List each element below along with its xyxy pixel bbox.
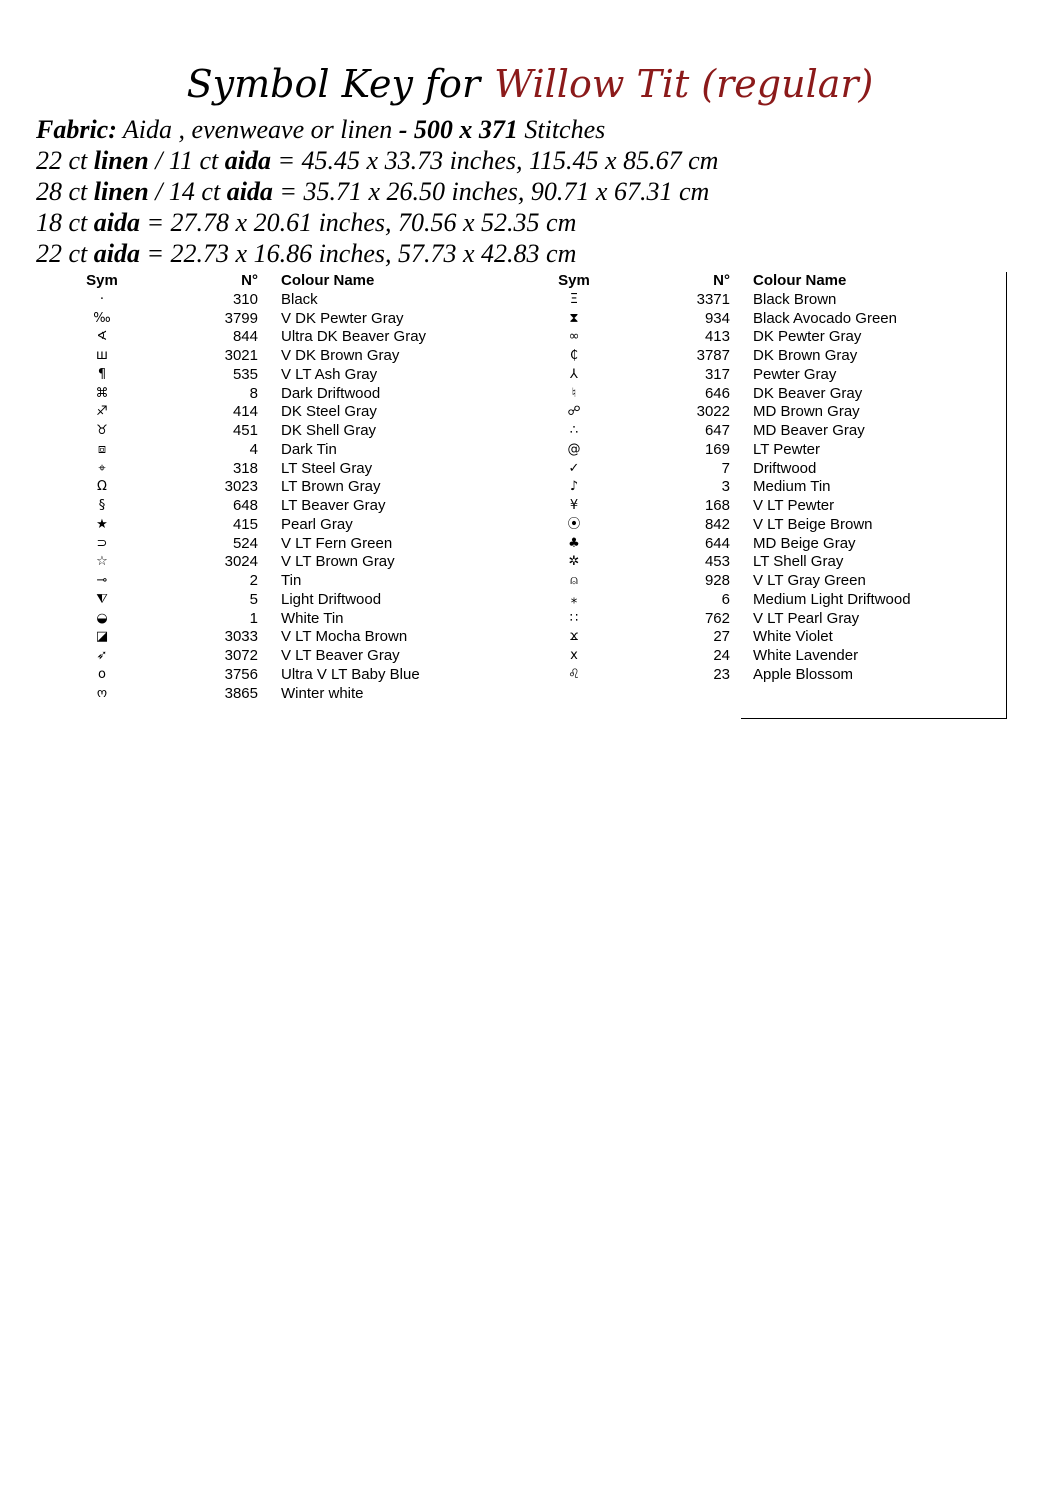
symbol-glyph: ◪ [95, 629, 109, 645]
dimensions: = 27.78 x 20.61 inches, 70.56 x 52.35 cm [140, 208, 577, 237]
colour-name: Pearl Gray [281, 515, 353, 533]
floss-number: 844 [232, 328, 258, 346]
colour-name: V LT Pearl Gray [753, 609, 860, 627]
stitch-word: Stitches [517, 115, 606, 144]
table-row [532, 591, 952, 610]
floss-number: 928 [704, 572, 730, 589]
floss-number: 3023 [224, 478, 258, 496]
floss-number: 413 [704, 328, 730, 346]
symbol-glyph: ♉ [96, 423, 108, 438]
symbol-table-right [532, 272, 952, 685]
floss-number: 762 [704, 609, 730, 627]
colour-name: DK Shell Gray [281, 422, 377, 439]
symbol-glyph: ⌖ [98, 460, 106, 476]
colour-name: DK Brown Gray [753, 347, 858, 364]
table-row [532, 666, 952, 685]
size-line-1 [36, 145, 1036, 176]
table-row [60, 591, 470, 610]
table-row [60, 478, 470, 497]
symbol-glyph: · [99, 291, 105, 307]
table-row [532, 628, 952, 647]
size-line-4 [36, 238, 1036, 269]
colour-name: LT Brown Gray [281, 478, 381, 496]
colour-name: V LT Fern Green [281, 534, 393, 552]
fabric-label: Fabric: [36, 115, 117, 144]
floss-number: 644 [704, 534, 730, 552]
table-row [60, 328, 470, 347]
table-row [60, 385, 470, 404]
dimensions: = 45.45 x 33.73 inches, 115.45 x 85.67 cm [270, 146, 719, 175]
table-row [60, 460, 470, 479]
colour-name: MD Brown Gray [753, 403, 860, 421]
floss-number: 647 [704, 422, 730, 439]
table-row [532, 516, 952, 535]
colour-name: V LT Pewter [753, 497, 835, 514]
floss-number: 8 [249, 384, 258, 402]
floss-number: 524 [232, 534, 258, 552]
colour-name: Dark Driftwood [281, 384, 381, 402]
floss-number: 535 [232, 365, 258, 383]
symbol-glyph: ⧈ [97, 441, 107, 457]
table-row [60, 535, 470, 554]
floss-number: 168 [704, 497, 730, 514]
symbol-glyph: ⊸ [96, 573, 108, 588]
table-row [60, 403, 470, 422]
fabric-type: aida [93, 208, 140, 237]
table-row [60, 366, 470, 385]
floss-number: 3787 [696, 347, 730, 364]
floss-number: 1 [249, 609, 258, 627]
table-row [60, 553, 470, 572]
table-row [60, 310, 470, 329]
colour-name: LT Beaver Gray [281, 497, 386, 514]
floss-number: 451 [232, 422, 258, 439]
floss-number: 3022 [696, 403, 730, 421]
colour-name: Medium Tin [753, 478, 831, 496]
symbol-glyph: ✓ [568, 460, 580, 476]
floss-number: 648 [232, 497, 258, 514]
colour-name: White Tin [281, 609, 344, 627]
fabric-line [36, 114, 1036, 145]
symbol-glyph: ⁎ [570, 591, 578, 607]
fabric-type: aida [224, 146, 271, 175]
floss-number: 6 [721, 590, 730, 608]
table-row [60, 291, 470, 310]
header-colour-name: Colour Name [281, 272, 375, 289]
floss-number: 3865 [224, 684, 258, 702]
table-border-right [1006, 272, 1007, 718]
table-row [532, 291, 952, 310]
table-row [60, 666, 470, 685]
table-row [532, 535, 952, 554]
colour-name: White Violet [753, 628, 833, 646]
symbol-glyph: ⦿ [567, 516, 581, 532]
count: 22 ct [36, 146, 94, 175]
floss-number: 934 [704, 309, 730, 327]
header-sym: Sym [86, 272, 118, 289]
symbol-glyph: x [570, 648, 578, 663]
table-row [532, 385, 952, 404]
dimensions: = 22.73 x 16.86 inches, 57.73 x 42.83 cm [140, 239, 577, 268]
colour-name: DK Steel Gray [281, 403, 377, 421]
colour-name: LT Shell Gray [753, 553, 844, 571]
header-colour-name: Colour Name [753, 272, 847, 289]
floss-number: 3 [721, 478, 730, 496]
colour-name: Dark Tin [281, 440, 337, 458]
page-title [0, 58, 1060, 110]
floss-number: 414 [232, 403, 258, 421]
floss-number: 646 [704, 384, 730, 402]
title-prefix: Symbol Key for [186, 62, 481, 106]
table-header [60, 272, 470, 291]
table-row [532, 328, 952, 347]
stitch-dimensions: 500 x 371 [413, 115, 518, 144]
header-sym: Sym [558, 272, 590, 289]
colour-name: Light Driftwood [281, 590, 382, 608]
symbol-glyph: ₵ [569, 348, 579, 363]
floss-number: 453 [704, 553, 730, 571]
table-row [532, 310, 952, 329]
table-row [532, 610, 952, 629]
table-row [60, 572, 470, 591]
colour-name: Winter white [281, 684, 364, 702]
colour-name: V LT Beaver Gray [281, 647, 400, 664]
table-row [532, 366, 952, 385]
table-header [532, 272, 952, 291]
symbol-table-left [60, 272, 470, 703]
colour-name: Driftwood [753, 459, 817, 477]
table-row [532, 347, 952, 366]
pattern-name: Willow Tit (regular) [494, 62, 874, 106]
floss-number: 23 [713, 665, 730, 683]
colour-name: Pewter Gray [753, 365, 837, 383]
colour-name: Medium Light Driftwood [753, 590, 911, 608]
colour-name: V LT Ash Gray [281, 365, 378, 383]
symbol-glyph: Ω [97, 479, 107, 495]
table-row [532, 460, 952, 479]
floss-number: 24 [713, 647, 730, 664]
table-row [60, 610, 470, 629]
colour-name: White Lavender [753, 647, 859, 664]
symbol-glyph: ★ [96, 516, 108, 532]
symbol-glyph: ⅄ [570, 366, 578, 382]
colour-name: V LT Mocha Brown [281, 628, 408, 646]
floss-number: 2 [249, 572, 258, 589]
fabric-value: Aida , evenweave or linen [116, 115, 399, 144]
table-row [532, 572, 952, 591]
symbol-glyph: ➶ [96, 648, 108, 663]
floss-number: 310 [232, 290, 258, 308]
symbol-glyph: ♌ [568, 666, 580, 682]
symbol-glyph: ш [96, 348, 108, 363]
symbol-glyph: ⧨ [96, 591, 108, 607]
floss-number: 7 [721, 459, 730, 477]
symbol-glyph: ☍ [567, 404, 581, 420]
fabric-type: linen [93, 146, 149, 175]
table-row [60, 441, 470, 460]
symbol-glyph: ⍝ [570, 573, 578, 588]
colour-name: LT Steel Gray [281, 459, 373, 477]
floss-number: 3033 [224, 628, 258, 646]
colour-name: LT Pewter [753, 440, 820, 458]
symbol-glyph: § [98, 498, 106, 513]
colour-name: Ultra V LT Baby Blue [281, 665, 420, 683]
dimensions: = 35.71 x 26.50 inches, 90.71 x 67.31 cm [272, 177, 710, 206]
symbol-glyph: ∷ [569, 610, 579, 626]
table-row [60, 685, 470, 704]
symbol-glyph: ¶ [97, 366, 107, 382]
symbol-glyph: ✲ [568, 554, 580, 570]
colour-name: Black Brown [753, 290, 837, 308]
floss-number: 5 [249, 590, 258, 608]
table-row [532, 403, 952, 422]
symbol-glyph: ∞ [568, 329, 580, 345]
colour-name: DK Pewter Gray [753, 328, 862, 346]
floss-number: 27 [713, 628, 730, 646]
symbol-glyph: ‰ [93, 310, 111, 326]
floss-number: 415 [232, 515, 258, 533]
table-row [60, 647, 470, 666]
colour-name: MD Beaver Gray [753, 422, 865, 439]
symbol-glyph: ♮ [571, 385, 577, 401]
header-number: N° [713, 272, 730, 289]
symbol-glyph: ∢ [96, 329, 108, 345]
colour-name: Ultra DK Beaver Gray [281, 328, 427, 346]
count: 18 ct [36, 208, 94, 237]
count: 22 ct [36, 239, 94, 268]
table-row [60, 628, 470, 647]
table-row [532, 553, 952, 572]
symbol-glyph: o [98, 666, 106, 682]
fabric-type: linen [93, 177, 149, 206]
symbol-glyph: ∴ [569, 423, 579, 438]
table-border-bottom [741, 718, 1007, 719]
colour-name: V LT Beige Brown [753, 515, 873, 533]
floss-number: 317 [704, 365, 730, 383]
symbol-glyph: ¥ [569, 498, 579, 513]
table-row [532, 422, 952, 441]
floss-number: 3021 [224, 347, 258, 364]
colour-name: V DK Brown Gray [281, 347, 400, 364]
table-row [532, 478, 952, 497]
fabric-type: aida [226, 177, 273, 206]
floss-number: 169 [704, 440, 730, 458]
symbol-glyph: ♪ [569, 479, 579, 495]
table-row [532, 441, 952, 460]
table-row [60, 497, 470, 516]
floss-number: 3024 [224, 553, 258, 571]
table-row [532, 497, 952, 516]
floss-number: 3371 [696, 290, 730, 308]
fabric-type: aida [93, 239, 140, 268]
colour-name: MD Beige Gray [753, 534, 856, 552]
colour-name: Tin [281, 572, 302, 589]
symbol-glyph: @ [567, 441, 581, 457]
count: / 14 ct [148, 177, 227, 206]
table-row [60, 516, 470, 535]
header-number: N° [241, 272, 258, 289]
symbol-glyph: ⊃ [96, 535, 108, 551]
floss-number: 3072 [224, 647, 258, 664]
colour-name: Apple Blossom [753, 665, 854, 683]
symbol-glyph: ☆ [96, 554, 108, 570]
symbol-glyph: ♐ [96, 404, 108, 420]
table-row [60, 422, 470, 441]
count: / 11 ct [148, 146, 225, 175]
symbol-glyph: ♣ [568, 535, 580, 551]
symbol-glyph: ⌘ [95, 385, 109, 401]
symbol-glyph: ⧗ [569, 310, 579, 326]
symbol-glyph: ϫ [569, 629, 579, 645]
floss-number: 3756 [224, 665, 258, 683]
floss-number: 3799 [224, 309, 258, 327]
count: 28 ct [36, 177, 94, 206]
symbol-glyph: ◒ [96, 610, 108, 626]
size-line-3 [36, 207, 1036, 238]
table-row [532, 647, 952, 666]
symbol-glyph: Ξ [569, 291, 579, 307]
floss-number: 842 [704, 515, 730, 533]
floss-number: 318 [232, 459, 258, 477]
colour-name: V LT Brown Gray [281, 553, 395, 571]
colour-name: DK Beaver Gray [753, 384, 863, 402]
floss-number: 4 [249, 440, 258, 458]
table-row [60, 347, 470, 366]
size-line-2 [36, 176, 1036, 207]
colour-name: V LT Gray Green [753, 572, 866, 589]
colour-name: V DK Pewter Gray [281, 309, 404, 327]
fabric-dash: - [398, 115, 414, 144]
symbol-glyph: ო [96, 685, 108, 701]
colour-name: Black [281, 290, 318, 308]
colour-name: Black Avocado Green [753, 309, 897, 327]
fabric-specs [36, 114, 1036, 269]
